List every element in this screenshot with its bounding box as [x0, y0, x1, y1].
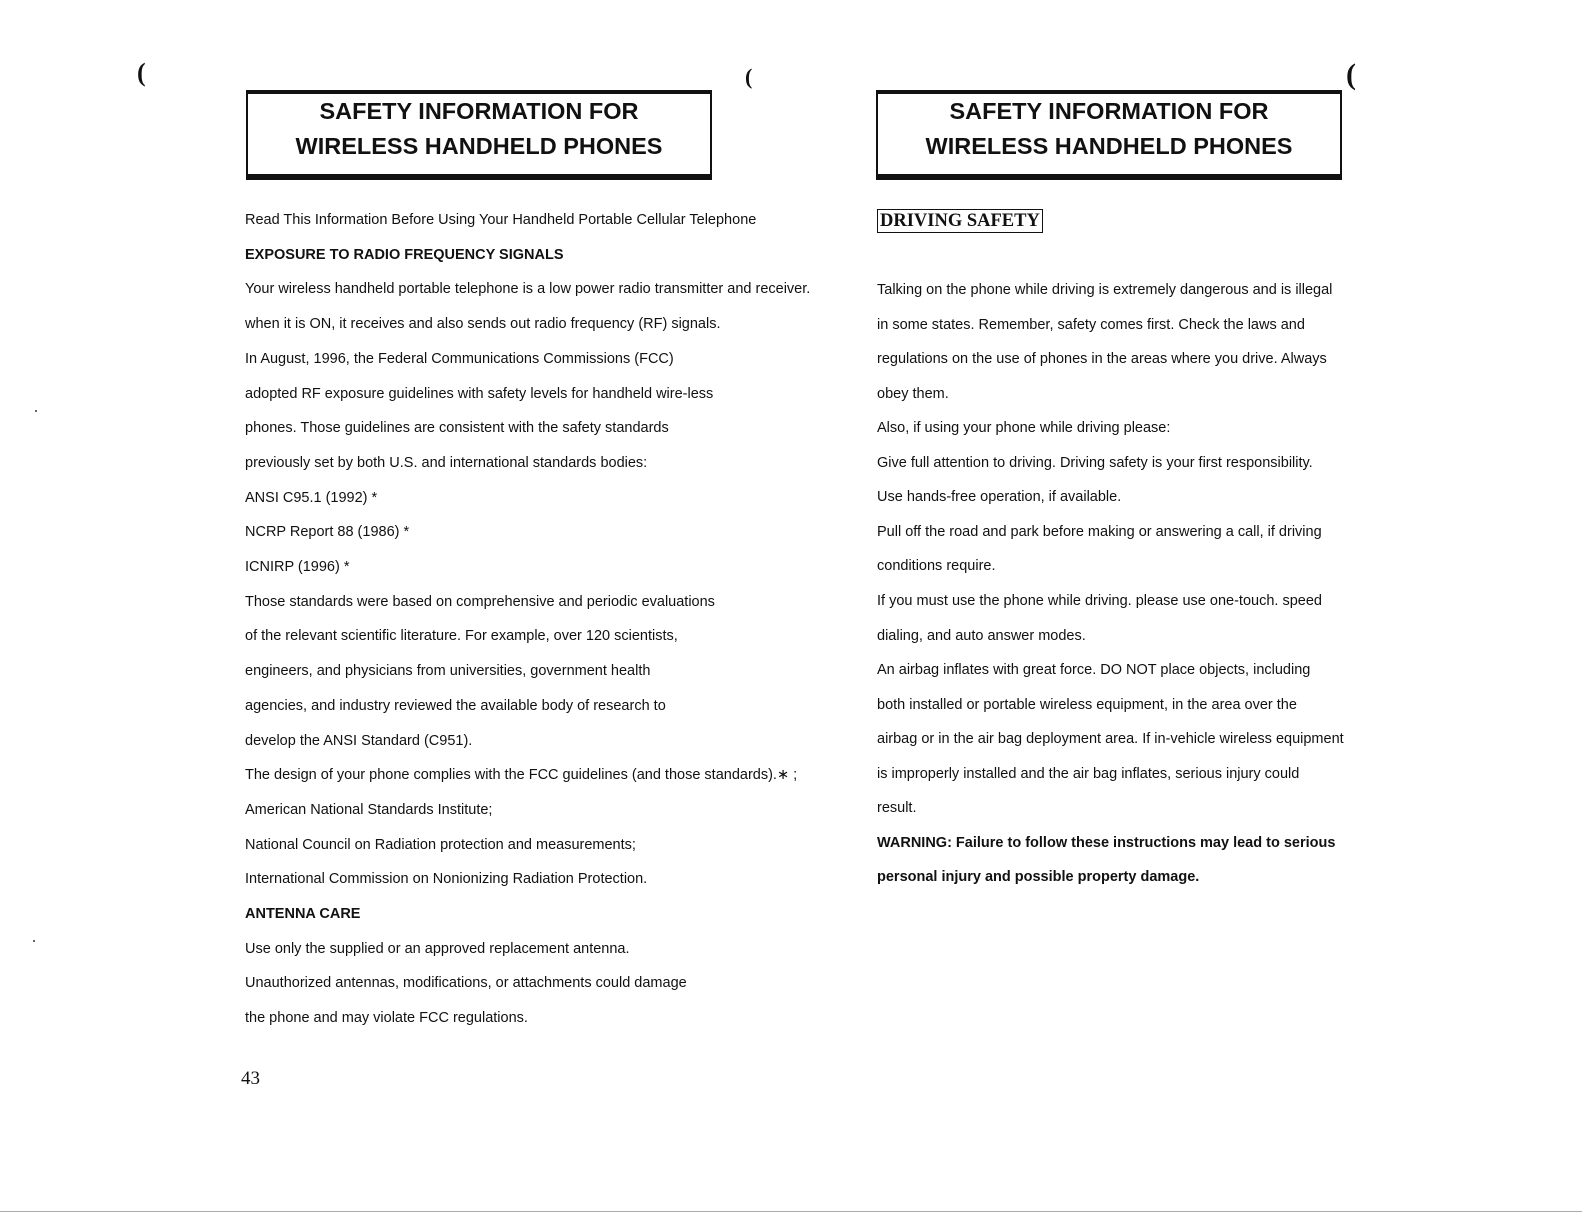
body-text-line: The design of your phone complies with the FCC guidelines (and those standards).∗ ; [245, 767, 798, 784]
body-text-line: Unauthorized antennas, modifications, or attachments could damage [245, 975, 687, 992]
section-heading: WARNING: Failure to follow these instructions may lead to serious [877, 834, 1336, 851]
body-text-line: develop the ANSI Standard (C951). [245, 732, 473, 749]
body-text-line: An airbag inflates with great force. DO NOT place objects, including [877, 662, 1311, 679]
scan-bottom-edge [0, 1211, 1582, 1212]
body-text-line: Read This Information Before Using Your Handheld Portable Cellular Telephone [245, 212, 757, 228]
body-text-line: of the relevant scientific literature. For example, over 120 scientists, [245, 628, 678, 645]
body-text-line: Also, if using your phone while driving please: [877, 420, 1171, 437]
page-title-box [246, 92, 712, 176]
section-heading: ANTENNA CARE [245, 906, 361, 922]
body-text-line: engineers, and physicians from universities, government health [245, 663, 651, 680]
body-text-line: regulations on the use of phones in the areas where you drive. Always [877, 351, 1327, 368]
right-page [791, 0, 1582, 1224]
body-text-line: International Commission on Nonionizing Radiation Protection. [245, 871, 648, 888]
body-text-line: Give full attention to driving. Driving safety is your first responsibility. [877, 454, 1313, 471]
body-text-line: Talking on the phone while driving is extremely dangerous and is illegal [877, 282, 1333, 298]
body-text-line: ANSI C95.1 (1992) * [245, 489, 378, 506]
body-text-line: dialing, and auto answer modes. [877, 627, 1086, 644]
section-heading-driving-safety: DRIVING SAFETY [877, 209, 1043, 233]
section-heading: personal injury and possible property damage. [877, 869, 1200, 886]
title-top-rule [246, 90, 712, 94]
scan-mark-right: ( [1346, 58, 1356, 91]
page-title-line2: WIRELESS HANDHELD PHONES [295, 133, 663, 159]
page-title-line2: WIRELESS HANDHELD PHONES [925, 133, 1293, 159]
body-text-line: ICNIRP (1996) * [245, 559, 350, 575]
body-text-line: conditions require. [877, 558, 996, 575]
body-text-line: American National Standards Institute; [245, 801, 493, 818]
body-text-line: agencies, and industry reviewed the available body of research to [245, 697, 666, 714]
scan-mark-center: ( [745, 64, 753, 89]
title-bottom-rule [246, 176, 712, 180]
body-text-line: NCRP Report 88 (1986) * [245, 524, 410, 541]
body-text-line: Those standards were based on comprehensive and periodic evaluations [245, 593, 715, 610]
page-title-line1: SAFETY INFORMATION FOR [949, 98, 1269, 124]
body-text-line: adopted RF exposure guidelines with safety levels for handheld wire-less [245, 385, 714, 402]
body-text-line: in some states. Remember, safety comes first. Check the laws and [877, 316, 1305, 333]
body-text-line: both installed or portable wireless equipment, in the area over the [877, 696, 1297, 713]
section-heading: EXPOSURE TO RADIO FREQUENCY SIGNALS [245, 246, 564, 263]
page-number: 43 [241, 1068, 260, 1089]
body-text-line: phones. Those guidelines are consistent with the safety standards [245, 420, 669, 437]
body-text-line: Use only the supplied or an approved replacement antenna. [245, 940, 630, 957]
body-text-line: when it is ON, it receives and also sends out radio frequency (RF) signals. [245, 316, 721, 333]
body-text-line: airbag or in the air bag deployment area. If in-vehicle wireless equipment [877, 731, 1344, 748]
body-text-line: is improperly installed and the air bag inflates, serious injury could [877, 765, 1300, 782]
scan-speck [33, 940, 35, 942]
body-text-line: If you must use the phone while driving. please use one-touch. speed [877, 592, 1322, 609]
body-text-line: result. [877, 800, 917, 817]
body-text-line: obey them. [877, 385, 949, 402]
body-text-line: previously set by both U.S. and international standards bodies: [245, 454, 648, 471]
title-top-rule [876, 90, 1342, 94]
page-title-box [876, 92, 1342, 176]
body-text-line: Use hands-free operation, if available. [877, 489, 1122, 506]
title-bottom-rule [876, 176, 1342, 180]
page-title-line1: SAFETY INFORMATION FOR [319, 98, 639, 124]
body-text-line: the phone and may violate FCC regulations. [245, 1010, 528, 1027]
scan-speck [35, 410, 37, 412]
body-text-line: Your wireless handheld portable telephone is a low power radio transmitter and receiver. [245, 281, 811, 298]
body-text-line: Pull off the road and park before making or answering a call, if driving [877, 523, 1322, 540]
body-text-line: In August, 1996, the Federal Communications Commissions (FCC) [245, 350, 674, 367]
body-text-line: National Council on Radiation protection and measurements; [245, 836, 636, 853]
scan-mark-left: ( [137, 58, 146, 87]
